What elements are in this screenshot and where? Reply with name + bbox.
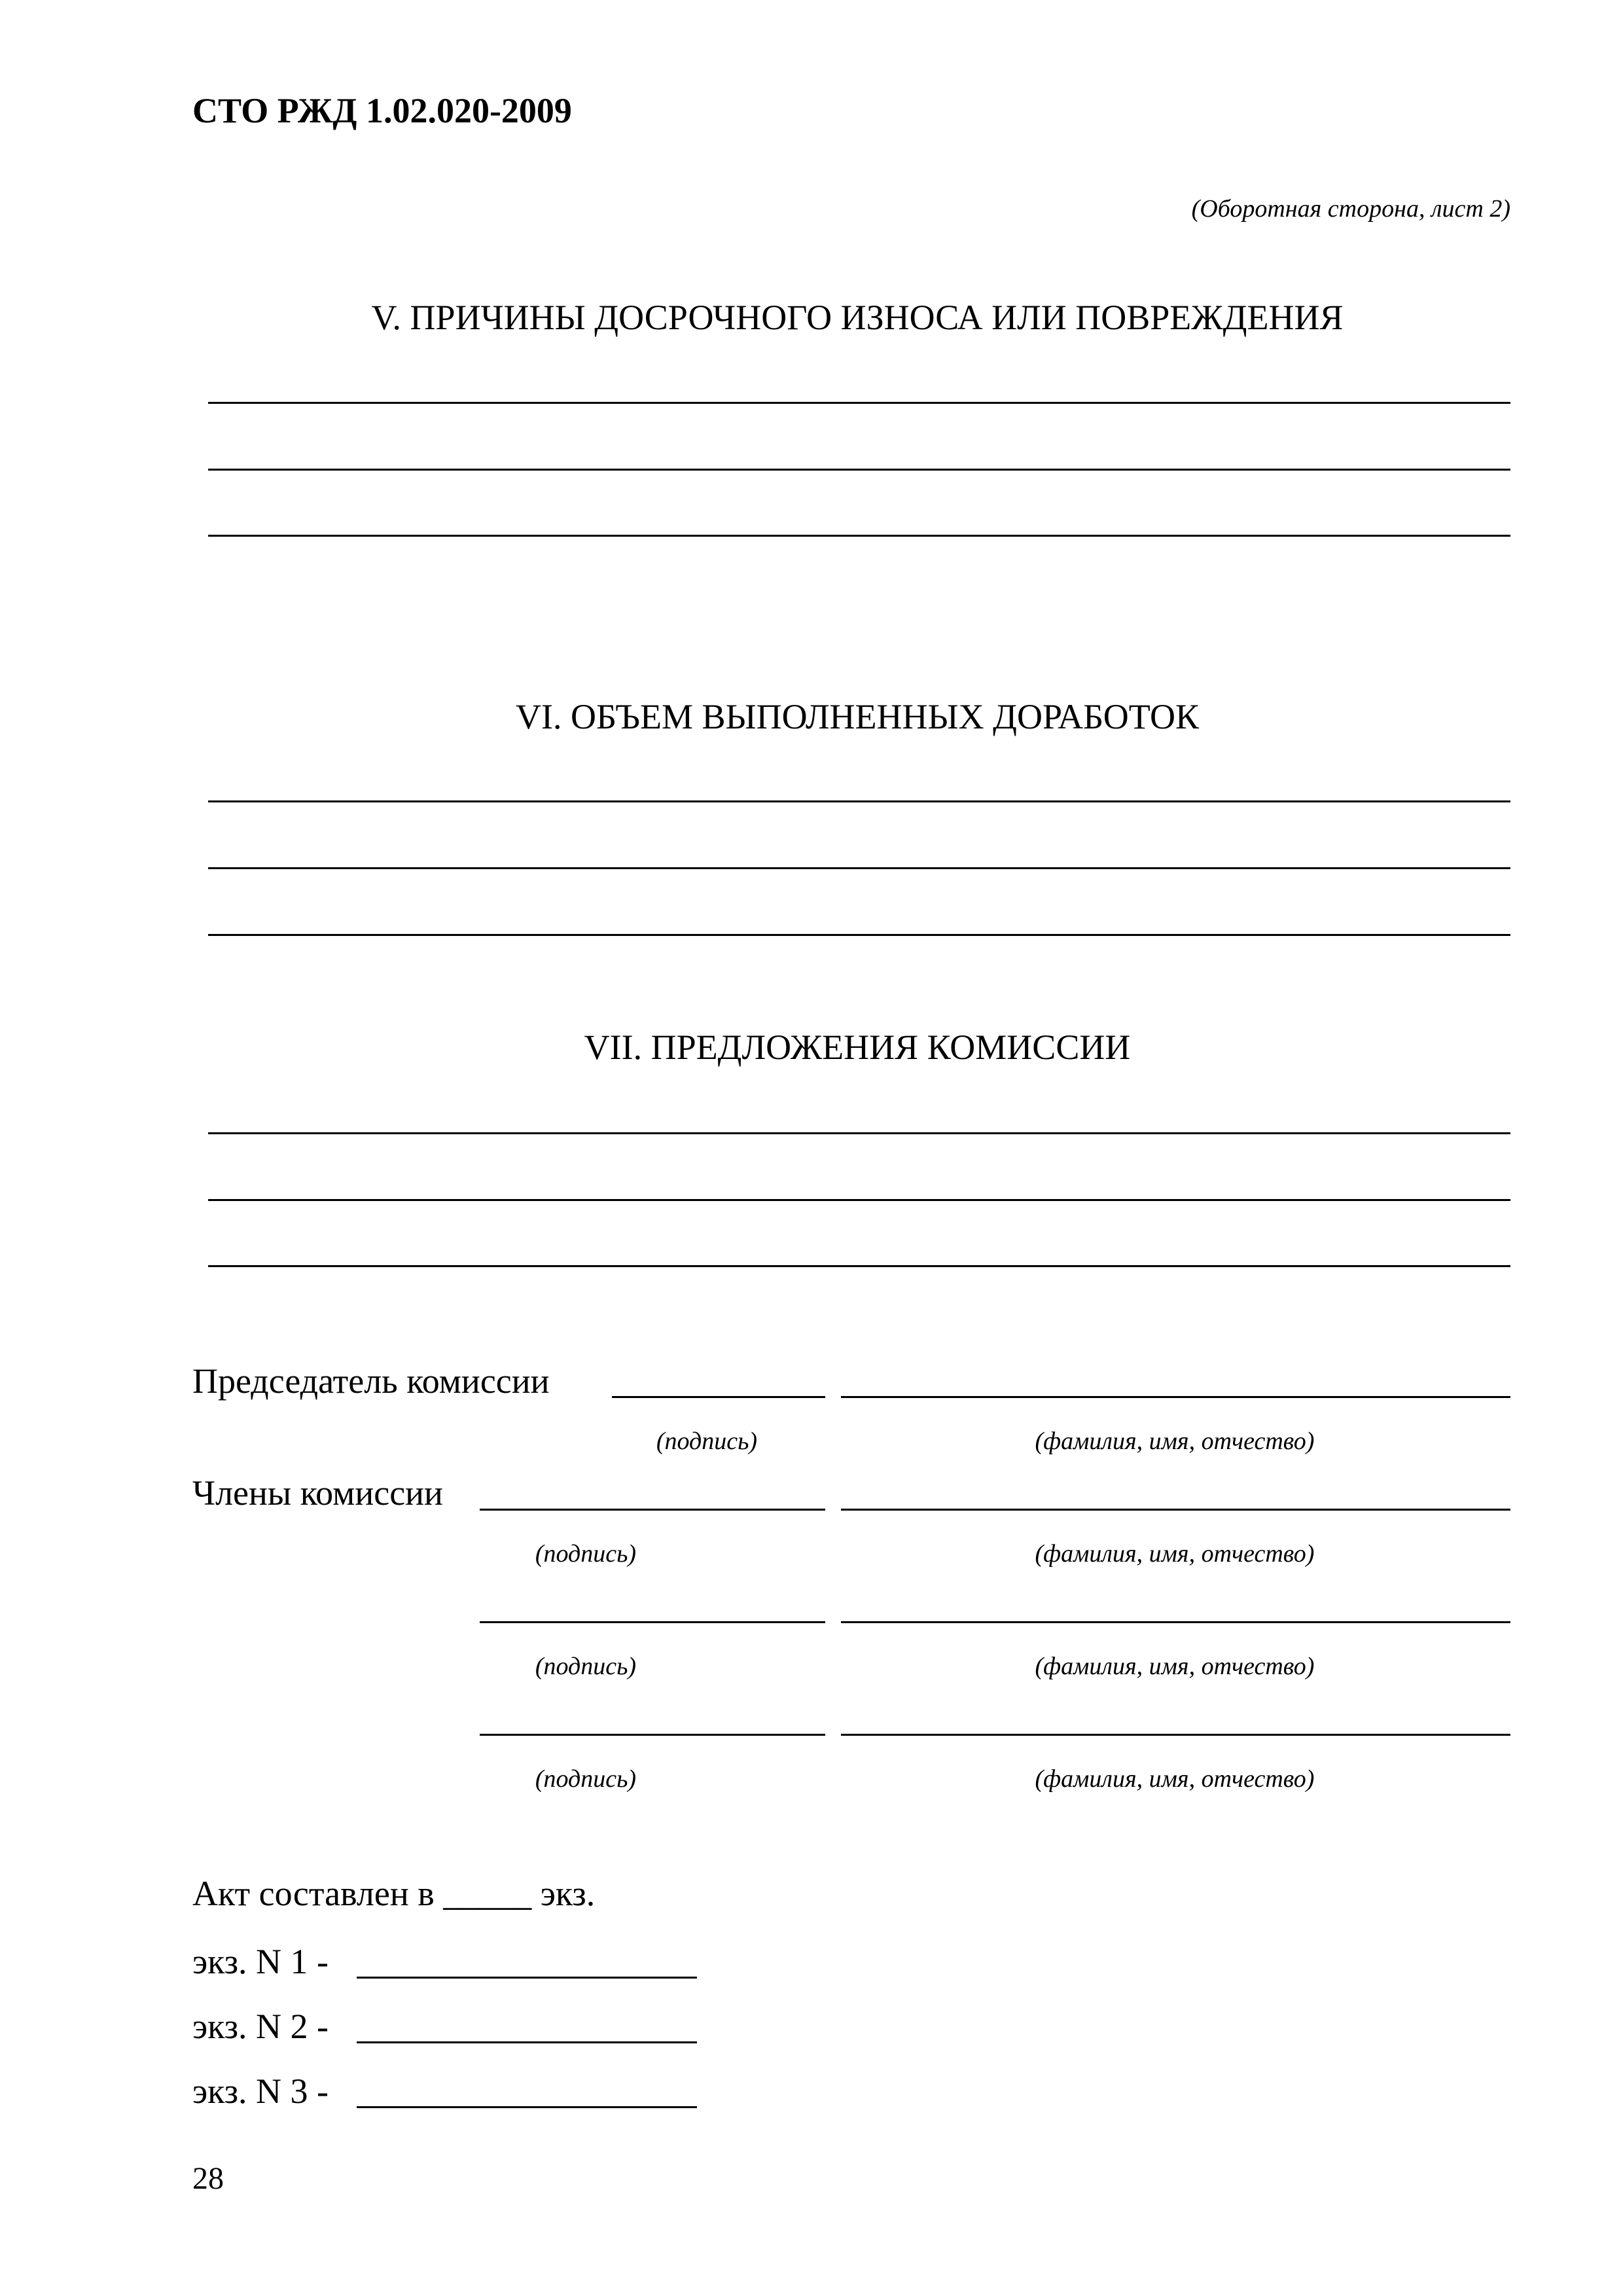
sheet-note: (Оборотная сторона, лист 2) <box>1191 195 1510 223</box>
act-copies-line <box>192 1876 595 1911</box>
chair-label: Председатель комиссии <box>192 1361 550 1401</box>
chair-name-line[interactable] <box>841 1396 1510 1398</box>
member-2-signature-caption: (подпись) <box>535 1653 637 1680</box>
member-3-signature-caption: (подпись) <box>535 1765 637 1793</box>
section-vii-line-2[interactable] <box>208 1199 1510 1201</box>
member-2-name-caption: (фамилия, имя, отчество) <box>1035 1653 1315 1680</box>
section-v-line-3[interactable] <box>208 535 1510 537</box>
chair-signature-line[interactable] <box>612 1396 825 1398</box>
member-1-signature-caption: (подпись) <box>535 1540 637 1568</box>
members-label: Члены комиссии <box>192 1473 443 1513</box>
copy-3-label: экз. N 3 - <box>192 2072 329 2111</box>
member-3-signature-line[interactable] <box>480 1734 825 1736</box>
act-copies-suffix: экз. <box>540 1874 596 1913</box>
document-code: СТО РЖД 1.02.020-2009 <box>192 91 572 130</box>
section-vi-line-1[interactable] <box>208 800 1510 802</box>
member-3-name-line[interactable] <box>841 1734 1510 1736</box>
member-1-signature-line[interactable] <box>480 1509 825 1511</box>
copy-3-line[interactable] <box>357 2106 697 2108</box>
act-copies-prefix: Акт составлен в <box>192 1874 435 1913</box>
section-v-line-1[interactable] <box>208 402 1510 404</box>
copy-2-line[interactable] <box>357 2041 697 2043</box>
act-copies-blank[interactable]: _____ <box>443 1874 532 1913</box>
section-v-line-2[interactable] <box>208 469 1510 471</box>
copy-1-line[interactable] <box>357 1977 697 1979</box>
section-vii-heading: VII. ПРЕДЛОЖЕНИЯ КОМИССИИ <box>584 1028 1131 1067</box>
member-1-name-caption: (фамилия, имя, отчество) <box>1035 1540 1315 1568</box>
chair-name-caption: (фамилия, имя, отчество) <box>1035 1427 1315 1455</box>
section-vii-line-3[interactable] <box>208 1265 1510 1267</box>
section-vi-line-2[interactable] <box>208 867 1510 869</box>
member-1-name-line[interactable] <box>841 1509 1510 1511</box>
section-vi-line-3[interactable] <box>208 934 1510 936</box>
section-v-heading: V. ПРИЧИНЫ ДОСРОЧНОГО ИЗНОСА ИЛИ ПОВРЕЖДЕНИЯ <box>371 298 1344 337</box>
section-vi-heading: VI. ОБЪЕМ ВЫПОЛНЕННЫХ ДОРАБОТОК <box>515 697 1200 736</box>
member-2-signature-line[interactable] <box>480 1621 825 1623</box>
section-vii-line-1[interactable] <box>208 1132 1510 1134</box>
chair-signature-caption: (подпись) <box>656 1427 758 1455</box>
page-number: 28 <box>192 2161 224 2196</box>
copy-2-label: экз. N 2 - <box>192 2007 329 2046</box>
copy-1-label: экз. N 1 - <box>192 1942 329 1981</box>
member-3-name-caption: (фамилия, имя, отчество) <box>1035 1765 1315 1793</box>
member-2-name-line[interactable] <box>841 1621 1510 1623</box>
